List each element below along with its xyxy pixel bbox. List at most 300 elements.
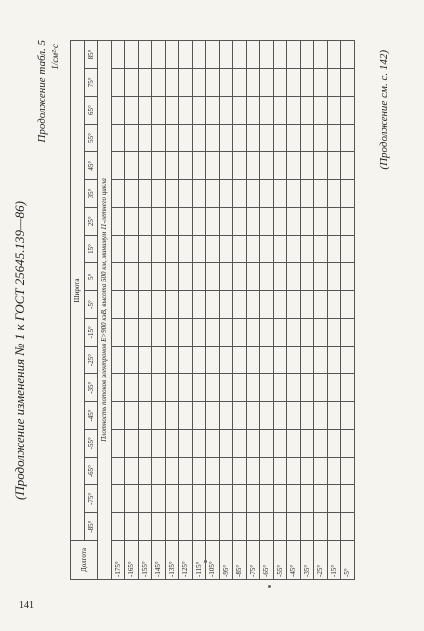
table-cell: [111, 457, 125, 485]
table-cell: [111, 207, 125, 235]
table-cell: [246, 291, 260, 319]
table-cell: [273, 513, 287, 541]
table-cell: [314, 180, 328, 208]
table-row: [206, 41, 220, 580]
table-cell: [125, 318, 139, 346]
table-cell: [246, 457, 260, 485]
table-row: [192, 41, 206, 580]
table-cell: [111, 68, 125, 96]
table-corner-header: Долгота: [71, 541, 98, 580]
table-cell: [246, 152, 260, 180]
table-cell: [125, 124, 139, 152]
table-cell: [179, 485, 193, 513]
table-cell: [111, 402, 125, 430]
table-cell: [165, 457, 179, 485]
table-cell: [206, 513, 220, 541]
table-row: [273, 41, 287, 580]
table-cell: [300, 429, 314, 457]
table-cell: [138, 291, 152, 319]
table-cell: [327, 235, 341, 263]
table-cell: [273, 457, 287, 485]
table-cell: [246, 180, 260, 208]
table-cell: [246, 96, 260, 124]
table-cell: [138, 457, 152, 485]
table-cell: [233, 124, 247, 152]
table-cell: [206, 235, 220, 263]
table-cell: [314, 263, 328, 291]
table-cell: [179, 513, 193, 541]
latitude-header: 45°: [84, 152, 98, 180]
table-cell: [327, 457, 341, 485]
table-cell: [233, 318, 247, 346]
table-cell: [314, 374, 328, 402]
longitude-label: -55°: [273, 541, 287, 580]
table-cell: [341, 124, 355, 152]
table-cell: [138, 263, 152, 291]
table-cell: [287, 96, 301, 124]
table-cell: [165, 124, 179, 152]
latitude-header: -75°: [84, 485, 98, 513]
table-cell: [111, 263, 125, 291]
table-cell: [206, 68, 220, 96]
table-cell: [192, 374, 206, 402]
table-cell: [138, 41, 152, 69]
table-cell: [125, 235, 139, 263]
table-cell: [260, 318, 274, 346]
table-cell: [138, 124, 152, 152]
table-cell: [111, 513, 125, 541]
table-row: [341, 41, 355, 580]
table-cell: [179, 402, 193, 430]
table-cell: [219, 124, 233, 152]
table-cell: [125, 263, 139, 291]
table-cell: [165, 152, 179, 180]
table-cell: [165, 513, 179, 541]
table-cell: [233, 374, 247, 402]
table-cell: [152, 318, 166, 346]
table-cell: [192, 180, 206, 208]
table-cell: [179, 346, 193, 374]
table-cell: [314, 457, 328, 485]
table-cell: [287, 318, 301, 346]
table-cell: [287, 207, 301, 235]
latitude-header: 5°: [84, 263, 98, 291]
table-row: [111, 41, 125, 580]
table-cell: [260, 207, 274, 235]
table-cell: [260, 291, 274, 319]
table-cell: [246, 68, 260, 96]
table-cell: [273, 235, 287, 263]
table-cell: [192, 457, 206, 485]
table-cell: [206, 291, 220, 319]
table-row: [233, 41, 247, 580]
latitude-header: -45°: [84, 402, 98, 430]
table-cell: [165, 207, 179, 235]
table-cell: [219, 374, 233, 402]
table-cell: [246, 124, 260, 152]
table-cell: [152, 346, 166, 374]
table-cell: [111, 152, 125, 180]
table-subtitle: Плотность потоков электронов E>900 кэВ, высота 500 км, минимум 11-летнего цикла: [98, 41, 112, 580]
table-cell: [273, 429, 287, 457]
table-row: [327, 41, 341, 580]
table-cell: [300, 96, 314, 124]
table-group-header: Широта: [71, 41, 85, 541]
table-cell: [179, 457, 193, 485]
table-cell: [219, 152, 233, 180]
flux-density-table: [70, 40, 355, 580]
table-cell: [327, 152, 341, 180]
table-cell: [206, 96, 220, 124]
table-cell: [165, 485, 179, 513]
table-cell: [260, 152, 274, 180]
table-cell: [111, 96, 125, 124]
table-cell: [287, 152, 301, 180]
table-cell: [273, 152, 287, 180]
longitude-label: -105°: [206, 541, 220, 580]
table-cell: [179, 68, 193, 96]
table-cell: [300, 318, 314, 346]
table-cell: [300, 207, 314, 235]
table-cell: [206, 485, 220, 513]
table-cell: [219, 318, 233, 346]
table-cell: [341, 180, 355, 208]
table-cell: [260, 68, 274, 96]
table-cell: [179, 429, 193, 457]
table-cell: [179, 374, 193, 402]
longitude-label: -145°: [152, 541, 166, 580]
table-cell: [341, 374, 355, 402]
longitude-label: -165°: [125, 541, 139, 580]
table-cell: [125, 374, 139, 402]
table-cell: [300, 152, 314, 180]
table-cell: [260, 180, 274, 208]
table-cell: [192, 402, 206, 430]
table-cell: [125, 402, 139, 430]
table-cell: [206, 457, 220, 485]
table-cell: [314, 207, 328, 235]
table-cell: [125, 152, 139, 180]
table-cell: [152, 485, 166, 513]
table-cell: [233, 457, 247, 485]
table-cell: [287, 263, 301, 291]
latitude-header: -55°: [84, 429, 98, 457]
table-cell: [138, 513, 152, 541]
table-row: [260, 41, 274, 580]
table-cell: [287, 346, 301, 374]
table-cell: [327, 207, 341, 235]
table-cell: [314, 41, 328, 69]
table-continuation-label: Продолжение табл. 5: [36, 40, 48, 143]
table-cell: [179, 96, 193, 124]
table-cell: [125, 207, 139, 235]
table-cell: [260, 346, 274, 374]
table-cell: [314, 402, 328, 430]
longitude-label: -135°: [165, 541, 179, 580]
table-cell: [273, 374, 287, 402]
table-cell: [233, 180, 247, 208]
table-cell: [260, 41, 274, 69]
table-cell: [260, 96, 274, 124]
table-cell: [192, 263, 206, 291]
table-cell: [165, 180, 179, 208]
table-cell: [287, 41, 301, 69]
table-cell: [341, 429, 355, 457]
longitude-label: -15°: [327, 541, 341, 580]
table-cell: [219, 207, 233, 235]
table-cell: [260, 235, 274, 263]
table-cell: [219, 485, 233, 513]
table-cell: [152, 291, 166, 319]
longitude-label: -175°: [111, 541, 125, 580]
table-cell: [125, 180, 139, 208]
table-cell: [300, 513, 314, 541]
table-cell: [192, 346, 206, 374]
table-cell: [206, 374, 220, 402]
table-cell: [260, 263, 274, 291]
table-cell: [327, 513, 341, 541]
table-cell: [219, 41, 233, 69]
table-cell: [327, 318, 341, 346]
longitude-label: -95°: [219, 541, 233, 580]
longitude-label: -5°: [341, 541, 355, 580]
table-cell: [138, 235, 152, 263]
table-cell: [260, 124, 274, 152]
table-cell: [152, 152, 166, 180]
table-cell: [300, 180, 314, 208]
table-cell: [206, 124, 220, 152]
table-cell: [233, 235, 247, 263]
table-cell: [327, 41, 341, 69]
table-cell: [246, 263, 260, 291]
table-cell: [273, 180, 287, 208]
table-cell: [327, 485, 341, 513]
table-cell: [273, 318, 287, 346]
table-cell: [111, 318, 125, 346]
latitude-header: 55°: [84, 124, 98, 152]
table-cell: [138, 207, 152, 235]
table-cell: [179, 235, 193, 263]
table-cell: [233, 346, 247, 374]
table-cell: [111, 346, 125, 374]
table-cell: [327, 68, 341, 96]
latitude-header: 25°: [84, 207, 98, 235]
table-cell: [152, 96, 166, 124]
table-row: [300, 41, 314, 580]
table-cell: [246, 402, 260, 430]
table-cell: [192, 124, 206, 152]
table-row: [246, 41, 260, 580]
table-cell: [260, 402, 274, 430]
table-cell: [233, 429, 247, 457]
table-cell: [111, 235, 125, 263]
table-cell: [246, 41, 260, 69]
longitude-label: -45°: [287, 541, 301, 580]
table-cell: [165, 374, 179, 402]
table-cell: [111, 291, 125, 319]
table-cell: [111, 485, 125, 513]
table-cell: [287, 291, 301, 319]
table-cell: [260, 485, 274, 513]
longitude-label: -115°: [192, 541, 206, 580]
table-cell: [246, 207, 260, 235]
table-cell: [341, 318, 355, 346]
table-cell: [287, 68, 301, 96]
table-cell: [219, 457, 233, 485]
table-cell: [125, 41, 139, 69]
table-cell: [300, 485, 314, 513]
table-cell: [246, 485, 260, 513]
table-cell: [260, 513, 274, 541]
table-cell: [219, 263, 233, 291]
table-cell: [300, 457, 314, 485]
table-row: [314, 41, 328, 580]
table-cell: [152, 235, 166, 263]
table-cell: [165, 291, 179, 319]
table-cell: [192, 318, 206, 346]
table-cell: [192, 152, 206, 180]
table-cell: [287, 485, 301, 513]
table-cell: [341, 235, 355, 263]
latitude-header: -85°: [84, 513, 98, 541]
table-cell: [273, 402, 287, 430]
table-cell: [314, 318, 328, 346]
table-cell: [192, 207, 206, 235]
table-cell: [179, 152, 193, 180]
table-cell: [287, 402, 301, 430]
table-cell: [233, 263, 247, 291]
longitude-label: -35°: [300, 541, 314, 580]
latitude-header: 75°: [84, 68, 98, 96]
table-cell: [125, 429, 139, 457]
page-number: 141: [19, 600, 34, 611]
table-cell: [300, 374, 314, 402]
latitude-header: 65°: [84, 96, 98, 124]
table-cell: [246, 513, 260, 541]
table-cell: [165, 68, 179, 96]
table-body: [98, 41, 355, 580]
table-cell: [287, 429, 301, 457]
table-cell: [300, 68, 314, 96]
table-cell: [165, 96, 179, 124]
table-cell: [300, 346, 314, 374]
table-cell: [233, 513, 247, 541]
table-cell: [138, 152, 152, 180]
table-cell: [246, 346, 260, 374]
table-cell: [192, 485, 206, 513]
table-cell: [206, 41, 220, 69]
table-cell: [273, 41, 287, 69]
rotated-content: [12, 40, 392, 580]
table-cell: [152, 402, 166, 430]
table-cell: [152, 207, 166, 235]
table-cell: [219, 346, 233, 374]
table-cell: [287, 374, 301, 402]
table-cell: [125, 291, 139, 319]
table-cell: [179, 263, 193, 291]
table-cell: [246, 374, 260, 402]
scan-speck: [204, 560, 207, 563]
table-cell: [138, 346, 152, 374]
table-cell: [179, 318, 193, 346]
table-cell: [327, 374, 341, 402]
table-cell: [192, 96, 206, 124]
table-cell: [138, 96, 152, 124]
table-row: [125, 41, 139, 580]
table-cell: [341, 263, 355, 291]
table-cell: [206, 346, 220, 374]
table-cell: [192, 41, 206, 69]
longitude-label: -155°: [138, 541, 152, 580]
table-cell: [233, 68, 247, 96]
table-cell: [327, 263, 341, 291]
table-cell: [125, 485, 139, 513]
table-cell: [111, 180, 125, 208]
table-cell: [314, 235, 328, 263]
table-cell: [152, 68, 166, 96]
table-cell: [219, 68, 233, 96]
table-cell: [206, 402, 220, 430]
table-cell: [165, 318, 179, 346]
table-cell: [179, 180, 193, 208]
table-cell: [341, 457, 355, 485]
table-cell: [287, 457, 301, 485]
table-cell: [111, 124, 125, 152]
table-cell: [327, 402, 341, 430]
table-cell: [273, 291, 287, 319]
table-cell: [165, 235, 179, 263]
table-cell: [179, 207, 193, 235]
table-cell: [125, 457, 139, 485]
table-cell: [300, 235, 314, 263]
table-cell: [179, 291, 193, 319]
table-cell: [138, 318, 152, 346]
table-cell: [179, 41, 193, 69]
table-cell: [206, 207, 220, 235]
table-cell: [233, 291, 247, 319]
table-cell: [314, 96, 328, 124]
table-cell: [125, 96, 139, 124]
table-cell: [273, 68, 287, 96]
table-cell: [233, 485, 247, 513]
table-cell: [125, 346, 139, 374]
table-cell: [341, 41, 355, 69]
table-cell: [192, 429, 206, 457]
table-cell: [206, 180, 220, 208]
table-cell: [219, 96, 233, 124]
table-cell: [165, 346, 179, 374]
table-cell: [192, 235, 206, 263]
latitude-header: -25°: [84, 346, 98, 374]
longitude-label: -25°: [314, 541, 328, 580]
table-cell: [219, 291, 233, 319]
table-cell: [165, 41, 179, 69]
latitude-header-row: [84, 41, 98, 580]
table-cell: [273, 207, 287, 235]
table-cell: [341, 346, 355, 374]
table-cell: [273, 263, 287, 291]
table-cell: [327, 291, 341, 319]
table-cell: [287, 124, 301, 152]
table-cell: [341, 152, 355, 180]
table-cell: [152, 429, 166, 457]
table-cell: [165, 263, 179, 291]
table-cell: [219, 180, 233, 208]
table-cell: [192, 68, 206, 96]
table-cell: [314, 124, 328, 152]
table-cell: [273, 96, 287, 124]
table-cell: [233, 41, 247, 69]
